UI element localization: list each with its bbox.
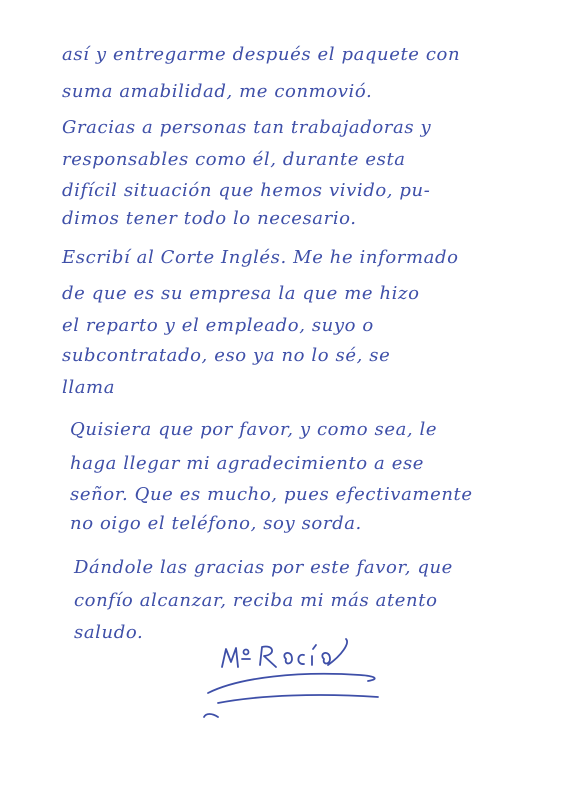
- letter-line-6: dimos tener todo lo necesario.: [62, 208, 357, 229]
- letter-line-11: llama: [62, 377, 116, 398]
- letter-line-1: así y entregarme después el paquete con: [62, 44, 461, 65]
- letter-line-17: confío alcanzar, reciba mi más atento: [74, 590, 438, 611]
- letter-line-9: el reparto y el empleado, suyo o: [62, 315, 374, 336]
- letter-line-15: no oigo el teléfono, soy sorda.: [70, 513, 362, 534]
- letter-line-13: haga llegar mi agradecimiento a ese: [70, 453, 425, 474]
- letter-line-7: Escribí al Corte Inglés. Me he informado: [62, 247, 459, 268]
- letter-line-4: responsables como él, durante esta: [62, 149, 406, 170]
- signature: [200, 635, 390, 725]
- letter-line-2: suma amabilidad, me conmovió.: [62, 81, 373, 102]
- signature-drawing: [200, 635, 390, 725]
- letter-line-8: de que es su empresa la que me hizo: [62, 283, 420, 304]
- letter-line-12: Quisiera que por favor, y como sea, le: [70, 419, 438, 440]
- letter-line-16: Dándole las gracias por este favor, que: [74, 557, 453, 578]
- letter-line-3: Gracias a personas tan trabajadoras y: [62, 117, 432, 138]
- letter-line-10: subcontratado, eso ya no lo sé, se: [62, 345, 391, 366]
- letter-line-18: saludo.: [74, 622, 144, 643]
- letter-line-5: difícil situación que hemos vivido, pu-: [62, 180, 431, 201]
- letter-line-14: señor. Que es mucho, pues efectivamente: [70, 484, 473, 505]
